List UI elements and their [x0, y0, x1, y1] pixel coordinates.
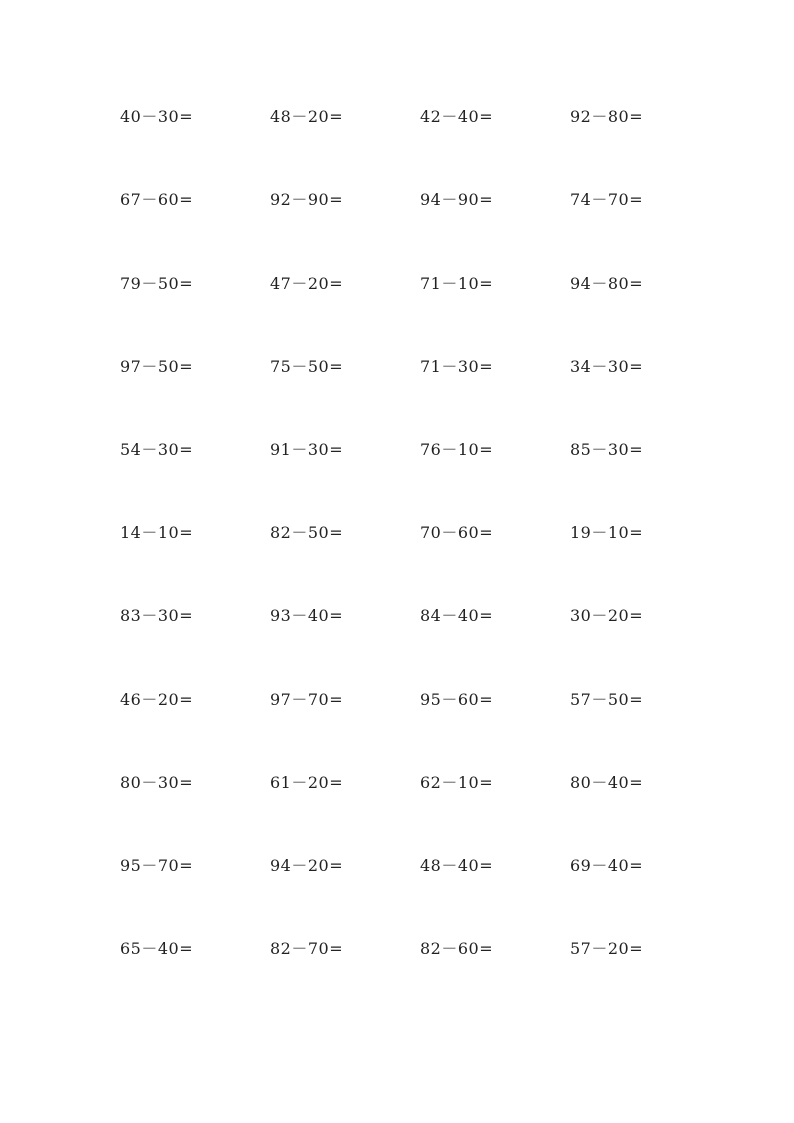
- math-problem: 95－70=: [120, 856, 194, 875]
- problem-row: [120, 688, 680, 712]
- math-problem: 94－20=: [270, 856, 344, 875]
- math-problem: 82－70=: [270, 939, 344, 958]
- math-problem: 61－20=: [270, 773, 344, 792]
- problem-row: [120, 355, 680, 379]
- math-problem: 48－40=: [420, 856, 494, 875]
- problem-row: [120, 188, 680, 212]
- math-problem: 74－70=: [570, 190, 644, 209]
- math-problem: 57－20=: [570, 939, 644, 958]
- math-problem: 75－50=: [270, 357, 344, 376]
- problem-row: [120, 771, 680, 795]
- math-problem: 71－30=: [420, 357, 494, 376]
- math-problem: 76－10=: [420, 440, 494, 459]
- math-problem: 46－20=: [120, 690, 194, 709]
- math-problem: 95－60=: [420, 690, 494, 709]
- math-problem: 94－90=: [420, 190, 494, 209]
- math-problem: 40－30=: [120, 107, 194, 126]
- math-problem: 97－70=: [270, 690, 344, 709]
- math-problem: 97－50=: [120, 357, 194, 376]
- math-problem: 85－30=: [570, 440, 644, 459]
- math-problem: 19－10=: [570, 523, 644, 542]
- math-problem: 42－40=: [420, 107, 494, 126]
- math-problem: 70－60=: [420, 523, 494, 542]
- math-problem: 83－30=: [120, 606, 194, 625]
- math-problem: 80－40=: [570, 773, 644, 792]
- math-problem: 54－30=: [120, 440, 194, 459]
- math-problem: 14－10=: [120, 523, 194, 542]
- math-problem: 57－50=: [570, 690, 644, 709]
- problem-row: [120, 854, 680, 878]
- math-problem: 34－30=: [570, 357, 644, 376]
- math-problem: 94－80=: [570, 274, 644, 293]
- problem-row: [120, 438, 680, 462]
- math-problem: 62－10=: [420, 773, 494, 792]
- math-problem: 82－60=: [420, 939, 494, 958]
- math-problem: 82－50=: [270, 523, 344, 542]
- math-problem: 71－10=: [420, 274, 494, 293]
- problem-row: [120, 604, 680, 628]
- problem-row: [120, 521, 680, 545]
- math-problem: 91－30=: [270, 440, 344, 459]
- math-problem: 48－20=: [270, 107, 344, 126]
- math-problem: 92－80=: [570, 107, 644, 126]
- math-problem: 80－30=: [120, 773, 194, 792]
- math-problem: 84－40=: [420, 606, 494, 625]
- math-problem: 67－60=: [120, 190, 194, 209]
- problem-row: [120, 937, 680, 961]
- problem-row: [120, 105, 680, 129]
- math-problem: 69－40=: [570, 856, 644, 875]
- math-problem: 79－50=: [120, 274, 194, 293]
- math-problem: 47－20=: [270, 274, 344, 293]
- math-problem: 93－40=: [270, 606, 344, 625]
- math-problem: 65－40=: [120, 939, 194, 958]
- problem-row: [120, 272, 680, 296]
- math-problem: 92－90=: [270, 190, 344, 209]
- math-problem: 30－20=: [570, 606, 644, 625]
